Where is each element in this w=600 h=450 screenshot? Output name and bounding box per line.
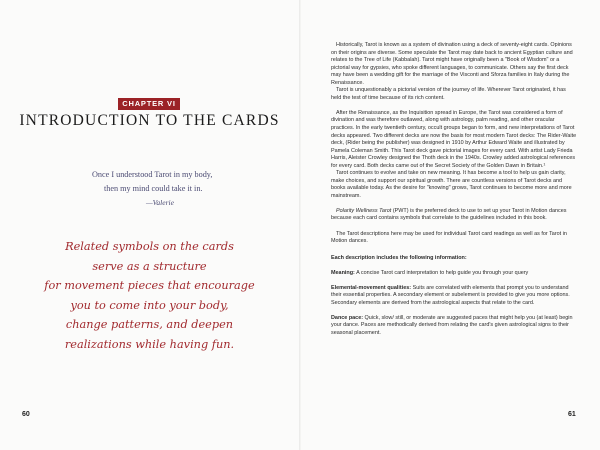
pull-quote-line: for movement pieces that encourage — [44, 279, 255, 292]
epigraph-line: then my mind could take it in. — [104, 184, 203, 193]
pace-label: Dance pace: — [331, 314, 364, 321]
pull-quote-line: serve as a structure — [92, 259, 207, 273]
section-heading: Each description includes the following information: — [331, 254, 467, 261]
paragraph: After the Renaissance, as the Inquisition spread in Europe, the Tarot was considered a form of divination and was therefore outlawed, along with astrology, palm reading, and other oracular practices. In the early twentieth century, occult groups began to form, and new interpretations of Tarot decks appeared. Two different decks are now the basis for most modern Tarot decks: The Rider-Waite deck, (Rider being the publisher) was designed in 1910 by Arthur Edward Waite and illustrated by Pamela Coleman Smith. This Tarot deck gave pictorial images for every card. With artist Lady Frieda Harris, Aleister Crowley designed the Thoth deck in the 1940s. Crowley added astrological references for every card. Both decks came out of the Secret Society of the Golden Dawn in Britain.¹ — [331, 109, 577, 169]
pull-quote-line: change patterns, and deepen — [65, 318, 234, 331]
paragraph-text: (PWT) is the preferred deck to use to set up your Tarot in Motion dances because each card contains symbols that correlate to the guidelines included in this book. — [331, 207, 567, 222]
epigraph-line: Once I understood Tarot in my body, — [92, 170, 213, 179]
deck-title: Polarity Wellness Tarot — [336, 207, 392, 214]
paragraph: Historically, Tarot is known as a system of divination using a deck of seventy-eight cards. Opinions on their origins are diverse. Some speculate the Tarot may date back to ancient Egyptian culture and relates to the Tree of Life (Kabbalah). Tarot might have originally been a "Book of Wisdom" or a pictorial way for gypsies, who spoke different languages, to communicate. Others say the first deck may have been a wedding gift for the marriage of the Visconti and Sforza families in Italy during the Renaissance. — [331, 42, 573, 86]
right-page — [301, 0, 600, 450]
pull-quote-line: you to come into your body, — [70, 298, 229, 312]
paragraph: Tarot continues to evolve and take on new meaning. It has become a tool to help us gain clarity, make choices, and support our spiritual growth. There are countless versions of Tarot decks and books available today. As the desire for "knowing" grows, Tarot continues to become more and more mainstream. — [331, 170, 572, 199]
paragraph — [331, 208, 577, 223]
meaning-text: A concise Tarot card interpretation to help guide you through your query — [354, 269, 529, 276]
chapter-title: INTRODUCTION TO THE CARDS — [19, 112, 280, 129]
page-number-right: 61 — [568, 411, 576, 418]
pull-quote-line: Related symbols on the cards — [65, 240, 234, 253]
meaning-entry — [331, 270, 577, 278]
paragraph: Tarot is unquestionably a pictorial version of the journey of life. Wherever Tarot originated, it has held the test of time because of its rich content. — [331, 87, 566, 101]
page-number-left: 60 — [22, 411, 30, 418]
meaning-label: Meaning: — [331, 269, 355, 276]
pace-text: Quick, slow/ still, or moderate are suggested paces that might help you (at least) begin your dance. Paces are methodically derived from relating the card's given astrological signs to their seasonal placement. — [331, 314, 573, 336]
pace-entry — [331, 315, 577, 338]
pull-quote-line: realizations while having fun. — [64, 337, 235, 351]
paragraph: The Tarot descriptions here may be used for individual Tarot card readings as well as for Tarot in Motion dances. — [331, 230, 567, 245]
pull-quote — [0, 237, 299, 354]
epigraph-attribution: —Valerie — [146, 198, 174, 207]
chapter-label: CHAPTER VI — [118, 98, 180, 110]
left-page — [0, 0, 299, 450]
elemental-entry — [331, 285, 577, 308]
body-text — [331, 42, 577, 338]
epigraph — [92, 168, 252, 210]
elemental-label: Elemental-movement qualities: — [331, 284, 412, 291]
elemental-text: Suits are correlated with elements that prompt you to understand their essential properties. A secondary element or subelement is provided to give you more options. Secondary elements are derived from the astrological aspects that relate to the card. — [331, 284, 570, 306]
